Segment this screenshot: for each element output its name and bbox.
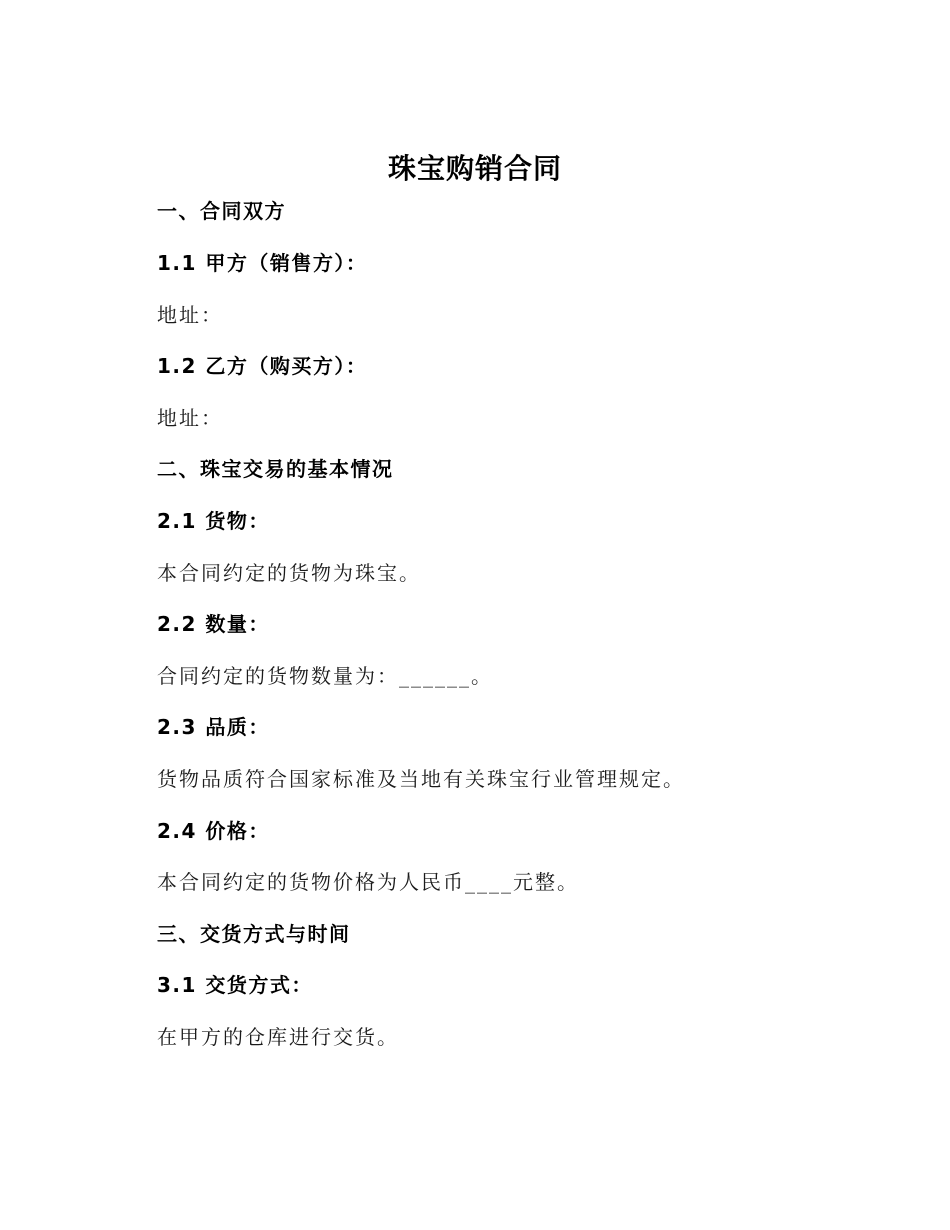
clause-text-quality: 货物品质符合国家标准及当地有关珠宝行业管理规定。 — [157, 767, 685, 791]
clause-heading-quality: 2.3 品质： — [157, 715, 270, 739]
document-title: 珠宝购销合同 — [387, 152, 562, 185]
section-heading-delivery: 三、交货方式与时间 — [157, 922, 351, 946]
clause-heading-party-a: 1.1 甲方（销售方）： — [157, 251, 368, 275]
clause-text-price: 本合同约定的货物价格为人民币____元整。 — [157, 870, 579, 894]
clause-heading-delivery-method: 3.1 交货方式： — [157, 973, 313, 997]
clause-text-quantity: 合同约定的货物数量为：______。 — [157, 664, 493, 688]
clause-text-delivery-method: 在甲方的仓库进行交货。 — [157, 1025, 399, 1049]
clause-heading-goods: 2.1 货物： — [157, 509, 270, 533]
section-heading-transaction: 二、珠宝交易的基本情况 — [157, 457, 394, 481]
party-b-address: 地址： — [157, 406, 223, 430]
section-heading-parties: 一、合同双方 — [157, 199, 286, 223]
clause-heading-party-b: 1.2 乙方（购买方）： — [157, 354, 368, 378]
clause-heading-quantity: 2.2 数量： — [157, 612, 270, 636]
clause-heading-price: 2.4 价格： — [157, 819, 270, 843]
clause-text-goods: 本合同约定的货物为珠宝。 — [157, 561, 421, 585]
party-a-address: 地址： — [157, 303, 223, 327]
